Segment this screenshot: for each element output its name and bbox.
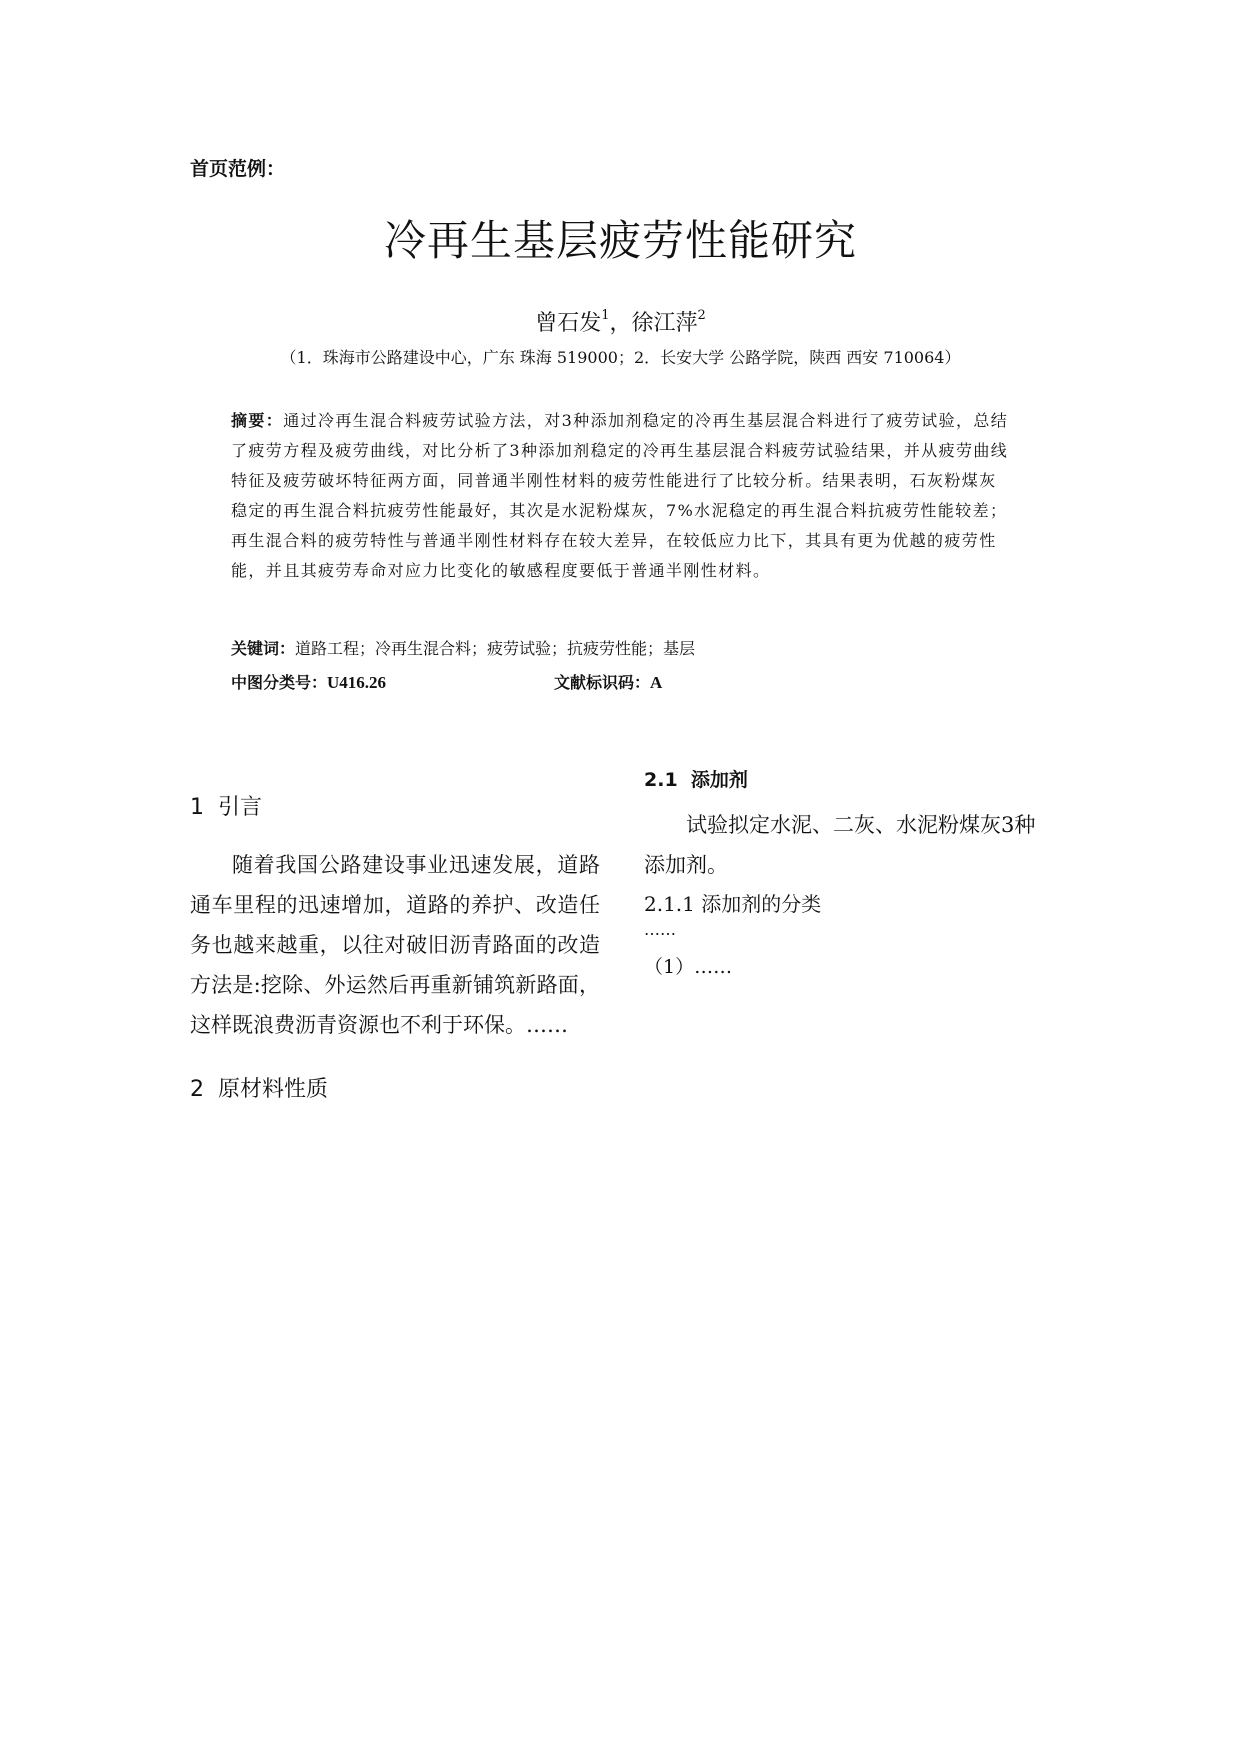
author-1-affil-mark: 1 bbox=[601, 308, 610, 323]
doc-code-value: A bbox=[650, 673, 663, 692]
clc-number bbox=[231, 670, 386, 693]
document-code bbox=[554, 670, 662, 693]
section-2-1-body bbox=[644, 805, 1054, 885]
section-1-heading: 1 引言 bbox=[190, 795, 262, 820]
section-2-1-paragraph: 试验拟定水泥、二灰、水泥粉煤灰3种添加剂。 bbox=[644, 813, 1036, 877]
doc-code-label: 文献标识码： bbox=[554, 673, 651, 692]
section-2-1-1-ellipsis: …… bbox=[644, 920, 676, 939]
section-1-paragraph: 随着我国公路建设事业迅速发展，道路通车里程的迅速增加，道路的养护、改造任务也越来越重，以往对破旧沥青路面的改造方法是:挖除、外运然后再重新铺筑新路面，这样既浪费沥青资源也不利于环保。…… bbox=[190, 853, 600, 1037]
author-2: 徐江萍 bbox=[631, 311, 698, 336]
sample-label: 首页范例： bbox=[190, 158, 286, 180]
section-1-body bbox=[190, 845, 600, 1045]
clc-label: 中图分类号： bbox=[231, 673, 328, 692]
abstract-text: 通过冷再生混合料疲劳试验方法，对3种添加剂稳定的冷再生基层混合料进行了疲劳试验，总结了疲劳方程及疲劳曲线，对比分析了3种添加剂稳定的冷再生基层混合料疲劳试验结果，并从疲劳曲线特征及疲劳破坏特征两方面，同普通半刚性材料的疲劳性能进行了比较分析。结果表明，石灰粉煤灰稳定的再生混合料抗疲劳性能最好，其次是水泥粉煤灰，7%水泥稳定的再生混合料抗疲劳性能较差；再生混合料的疲劳特性与普通半刚性材料存在较大差异，在较低应力比下，其具有更为优越的疲劳性能，并且其疲劳寿命对应力比变化的敏感程度要低于普通半刚性材料。 bbox=[231, 411, 1009, 580]
clc-value: U416.26 bbox=[327, 673, 387, 692]
author-1: 曾石发 bbox=[535, 311, 602, 336]
author-2-affil-mark: 2 bbox=[697, 308, 706, 323]
keywords-text: 道路工程；冷再生混合料；疲劳试验；抗疲劳性能；基层 bbox=[295, 639, 696, 658]
abstract-label: 摘要： bbox=[231, 411, 284, 430]
abstract bbox=[231, 406, 1011, 586]
section-2-1-heading: 2.1 添加剂 bbox=[644, 769, 748, 791]
section-2-1-1-heading: 2.1.1 添加剂的分类 bbox=[644, 892, 822, 916]
keywords-label: 关键词： bbox=[231, 639, 296, 658]
section-2-1-1-item-1: （1）…… bbox=[644, 956, 733, 978]
keywords bbox=[231, 636, 695, 659]
section-2-heading: 2 原材料性质 bbox=[190, 1077, 328, 1102]
paper-title: 冷再生基层疲劳性能研究 bbox=[383, 216, 857, 265]
author-separator: ， bbox=[609, 311, 632, 336]
affiliations: （1．珠海市公路建设中心，广东 珠海 519000；2．长安大学 公路学院，陕西 西安 710064） bbox=[280, 348, 961, 367]
authors-line bbox=[0, 306, 1241, 337]
